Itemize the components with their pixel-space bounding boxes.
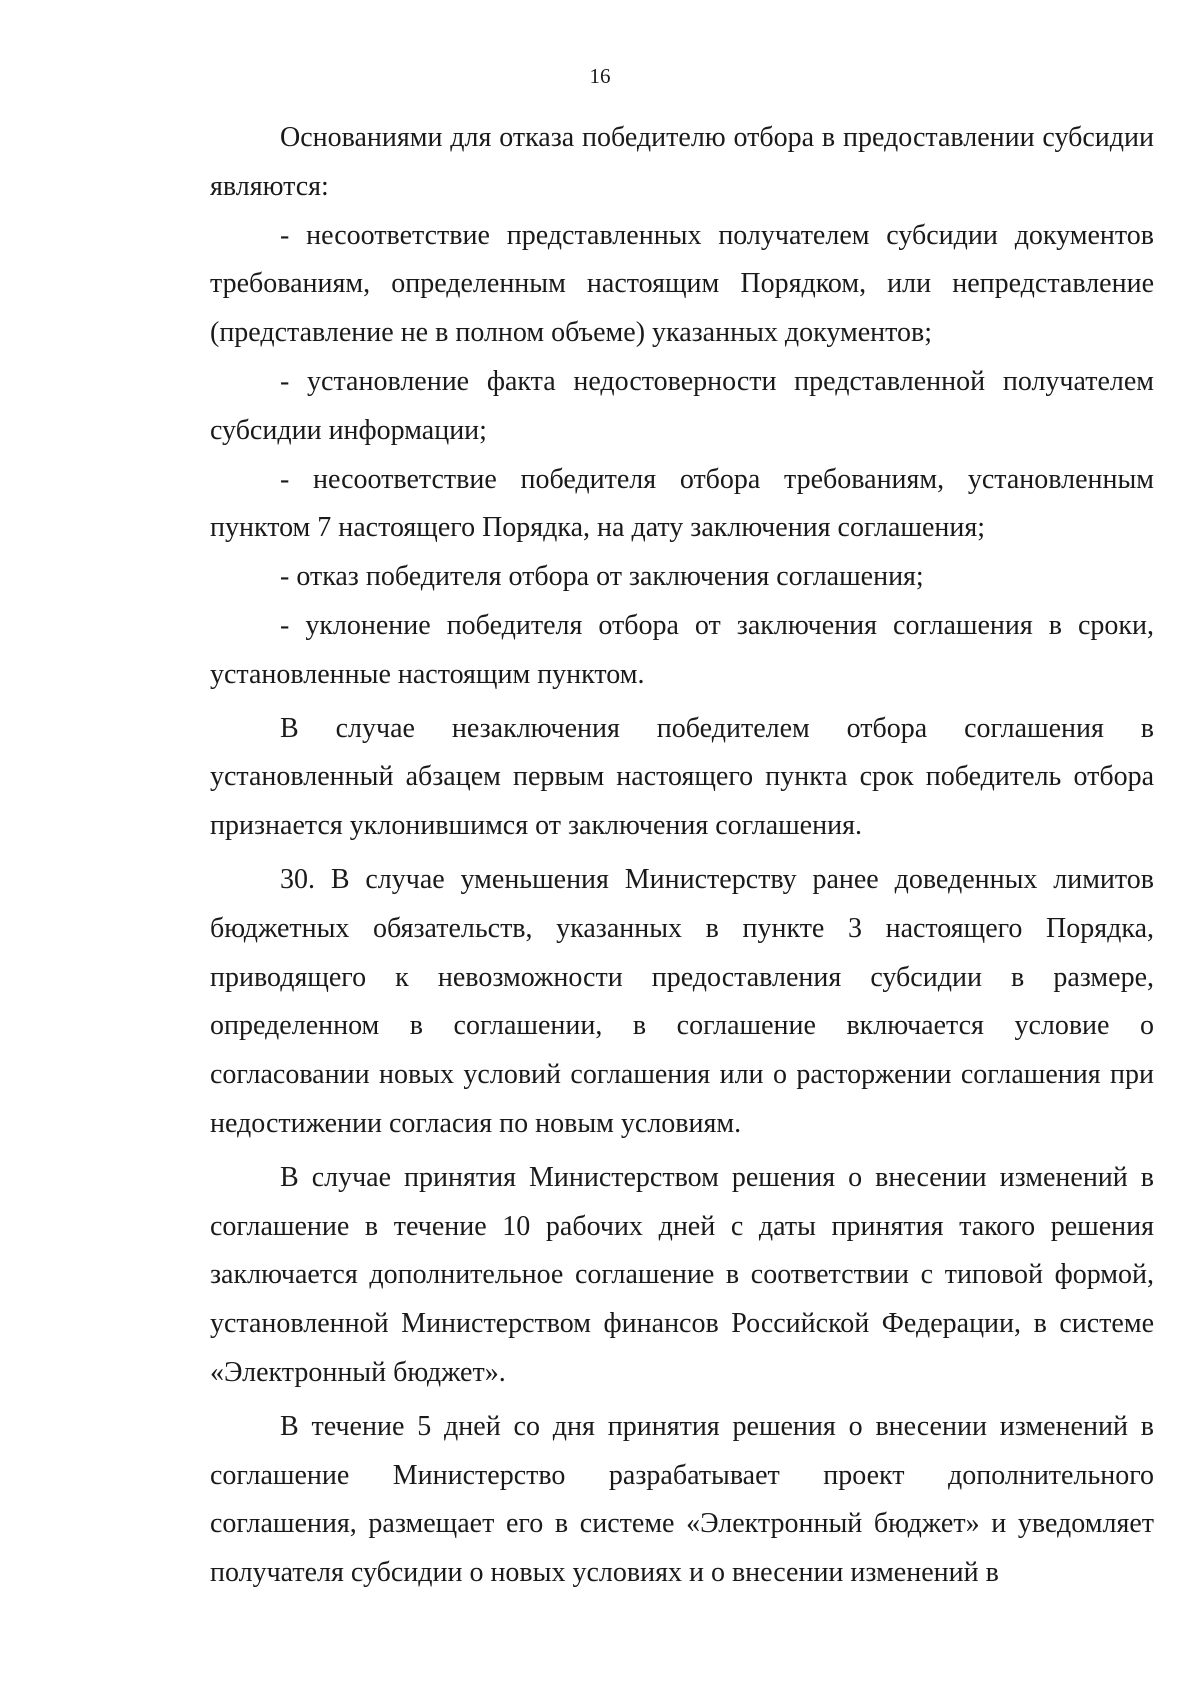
paragraph-winner-noncompliance: - несоответствие победителя отбора требованиям, установленным пунктом 7 настоящего Порядка, на дату заключения соглашения;: [210, 463, 1154, 544]
paragraph-additional-agreement: В течение 5 дней со дня принятия решения о внесении изменений в соглашение Министерство разрабатывает проект дополнительного соглашения, размещает его в системе «Электронный бюджет» и уведомляет получателя субсидии о новых условиях и о внесении изменений в: [210, 1410, 1154, 1589]
page-number: 16: [589, 64, 611, 88]
paragraph-item-30: 30. В случае уменьшения Министерству ранее доведенных лимитов бюджетных обязательств, указанных в пункте 3 настоящего Порядка, приводящего к невозможности предоставления субсидии в размере, определенном в соглашении, в соглашение включается условие о согласовании новых условий соглашения или о расторжении соглашения при недостижении согласия по новым условиям.: [210, 863, 1154, 1139]
paragraph-winner-refusal: - отказ победителя отбора от заключения соглашения;: [280, 561, 924, 593]
document-body: [210, 114, 1154, 1598]
paragraph-amendment-decision: В случае принятия Министерством решения о внесении изменений в соглашение в течение 10 рабочих дней с даты принятия такого решения заключается дополнительное соглашение в соответствии с типовой формой, установленной Министерством финансов Российской Федерации, в системе «Электронный бюджет».: [210, 1161, 1154, 1388]
paragraph-false-information: - установление факта недостоверности представленной получателем субсидии информации;: [210, 365, 1154, 446]
paragraph-refusal-grounds-intro: Основаниями для отказа победителю отбора в предоставлении субсидии являются:: [210, 122, 1154, 202]
paragraph-winner-evasion: - уклонение победителя отбора от заключения соглашения в сроки, установленные настоящим пунктом.: [210, 609, 1154, 690]
paragraph-evasion-recognition: В случае незаключения победителем отбора соглашения в установленный абзацем первым настоящего пункта срок победитель отбора признается уклонившимся от заключения соглашения.: [210, 712, 1154, 842]
paragraph-documents-noncompliance: - несоответствие представленных получателем субсидии документов требованиям, определенным настоящим Порядком, или непредставление (представление не в полном объеме) указанных документов;: [210, 219, 1154, 349]
